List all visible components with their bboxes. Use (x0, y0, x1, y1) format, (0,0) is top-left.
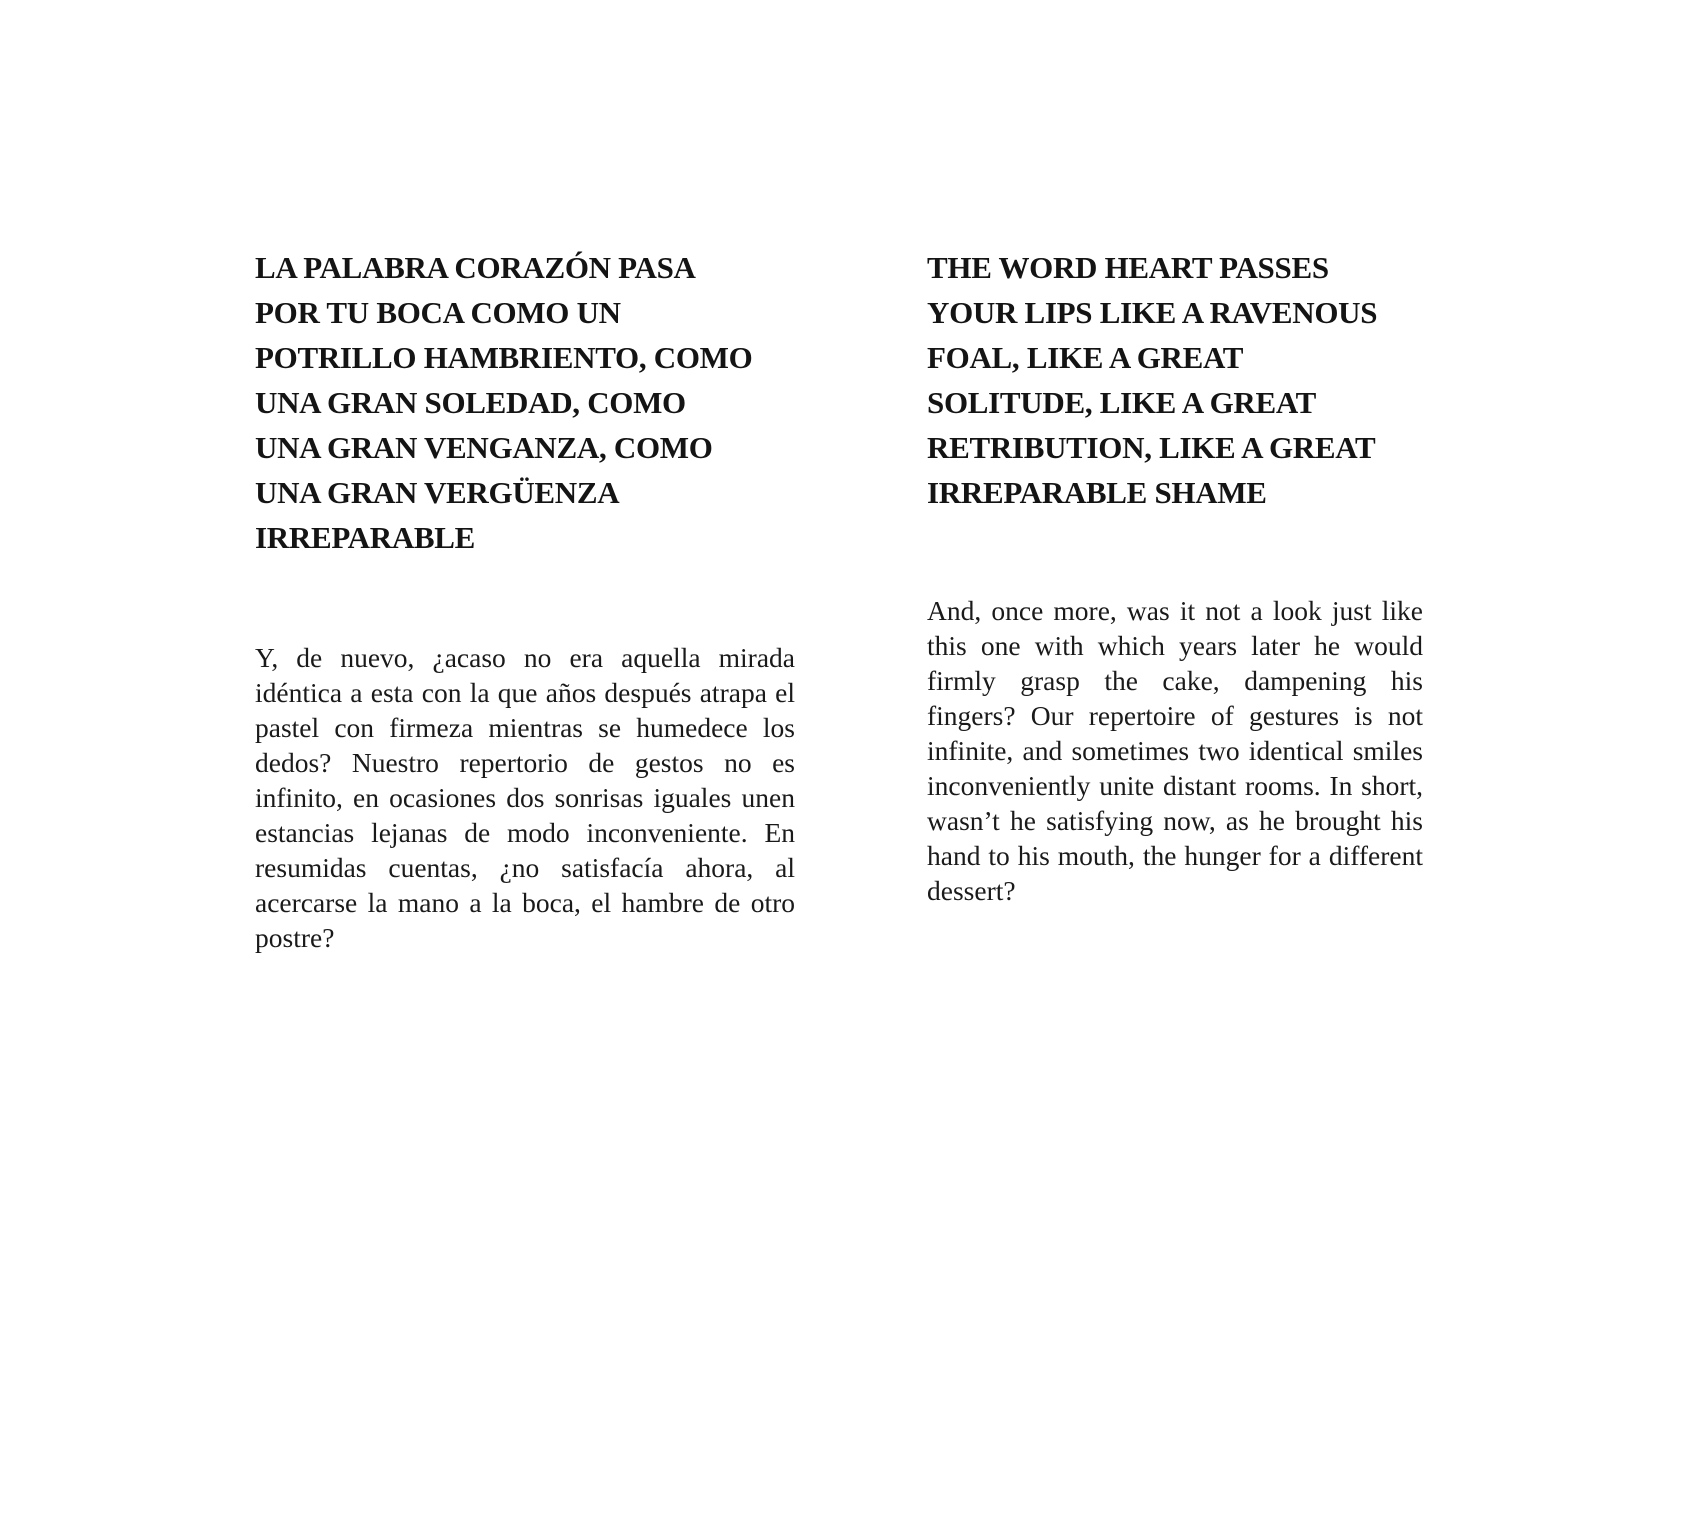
english-title-line: THE WORD HEART PASSES (927, 250, 1329, 285)
spanish-title-line: POR TU BOCA COMO UN (255, 295, 621, 330)
spanish-title-line: IRREPARABLE (255, 520, 476, 555)
english-paragraph: And, once more, was it not a look just like this one with which years later he would firmly grasp the cake, dampening his fingers? Our repertoire of gestures is not infinite, and sometimes two identical smiles inconveniently unite distant rooms. In short, wasn’t he satisfying now, as he brought his hand to his mouth, the hunger for a different dessert? (927, 595, 1423, 906)
english-title-line: IRREPARABLE SHAME (927, 475, 1267, 510)
spanish-column (255, 245, 795, 955)
english-column (927, 245, 1423, 908)
spanish-title (255, 245, 795, 560)
english-title-line: SOLITUDE, LIKE A GREAT (927, 385, 1317, 420)
english-title-line: YOUR LIPS LIKE A RAVENOUS (927, 295, 1378, 330)
spanish-title-line: UNA GRAN SOLEDAD, COMO (255, 385, 686, 420)
english-title-line: FOAL, LIKE A GREAT (927, 340, 1244, 375)
spanish-title-line: POTRILLO HAMBRIENTO, COMO (255, 340, 753, 375)
spanish-title-line: UNA GRAN VERGÜENZA (255, 475, 620, 510)
spanish-paragraph: Y, de nuevo, ¿acaso no era aquella mirada idéntica a esta con la que años después atrapa el pastel con firmeza mientras se humedece los dedos? Nuestro repertorio de gestos no es infinito, en ocasiones dos sonrisas iguales unen estancias lejanas de modo inconveniente. En resumidas cuentas, ¿no satisfacía ahora, al acercarse la mano a la boca, el hambre de otro postre? (255, 642, 795, 953)
spanish-title-line: UNA GRAN VENGANZA, COMO (255, 430, 713, 465)
english-title (927, 245, 1423, 515)
spanish-title-line: LA PALABRA CORAZÓN PASA (255, 250, 696, 285)
english-title-line: RETRIBUTION, LIKE A GREAT (927, 430, 1376, 465)
